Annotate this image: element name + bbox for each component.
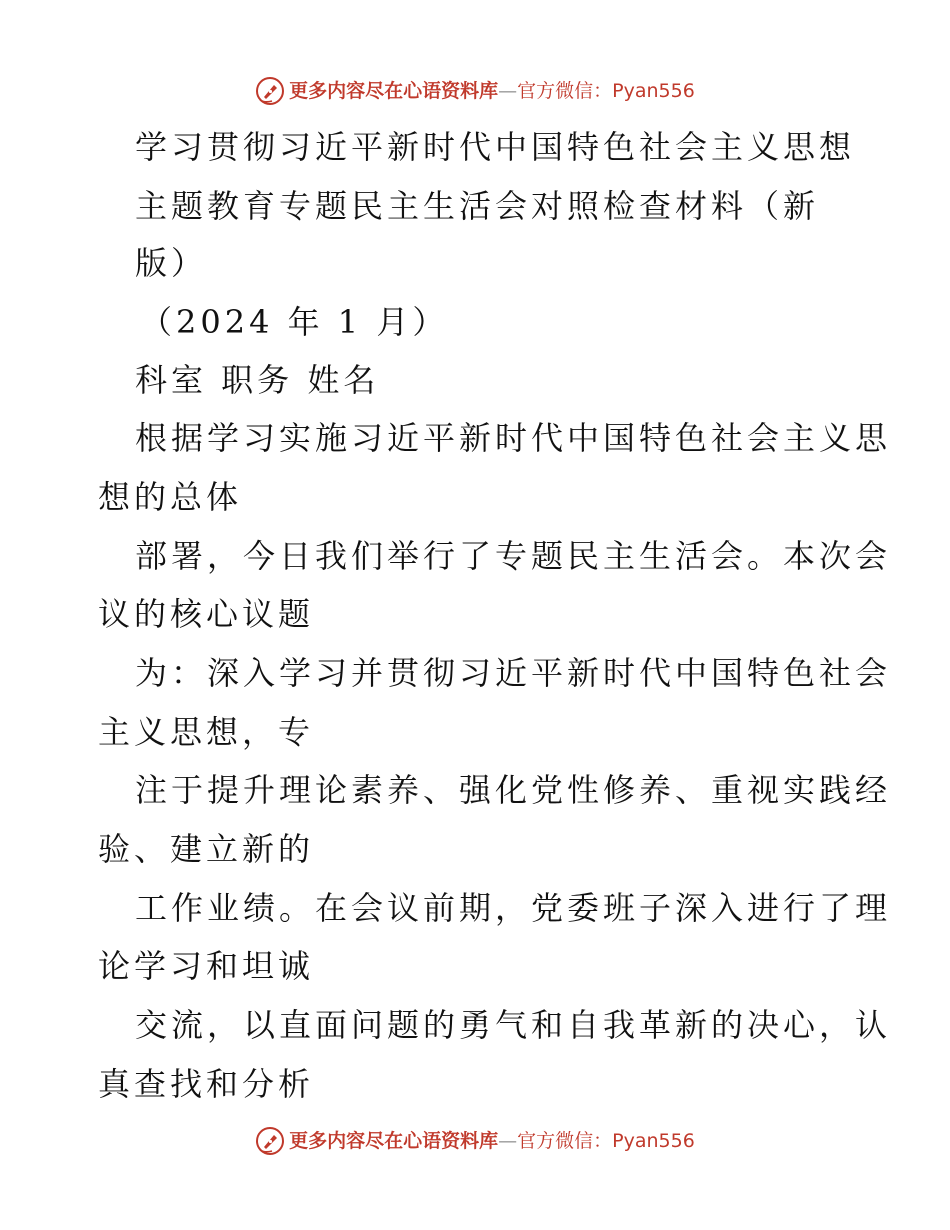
watermark-wechat: 官方微信：Pyan556 [517, 1130, 695, 1152]
watermark-site-name: 更多内容尽在心语资料库 [289, 80, 499, 102]
footer-watermark [0, 1125, 950, 1155]
body-line: 交流，以直面问题的勇气和自我革新的决心，认 [135, 1006, 892, 1044]
document-title-line-1: 学习贯彻习近平新时代中国特色社会主义思想 [135, 128, 856, 166]
document-author-line: 科室 职务 姓名 [135, 361, 380, 399]
body-line: 论学习和坦诚 [98, 947, 315, 985]
header-watermark [0, 75, 950, 105]
body-line: 主义思想，专 [98, 713, 315, 751]
watermark-wechat: 官方微信：Pyan556 [517, 80, 695, 102]
body-line: 注于提升理论素养、强化党性修养、重视实践经 [135, 771, 892, 809]
body-line: 为：深入学习并贯彻习近平新时代中国特色社会 [135, 654, 892, 692]
watermark-site-name: 更多内容尽在心语资料库 [289, 1130, 499, 1152]
fountain-pen-nib-icon [255, 76, 285, 106]
body-line: 议的核心议题 [98, 595, 315, 633]
watermark-separator: — [498, 80, 518, 102]
body-line: 真查找和分析 [98, 1065, 315, 1103]
body-line: 根据学习实施习近平新时代中国特色社会主义思 [135, 419, 892, 457]
body-line: 验、建立新的 [98, 830, 315, 868]
body-line: 想的总体 [98, 478, 243, 516]
body-line: 部署，今日我们举行了专题民主生活会。本次会 [135, 537, 892, 575]
body-line: 工作业绩。在会议前期，党委班子深入进行了理 [135, 889, 892, 927]
document-title-line-3: 版） [135, 244, 208, 282]
watermark-separator: — [498, 1130, 518, 1152]
document-title-line-2: 主题教育专题民主生活会对照检查材料（新 [135, 187, 820, 225]
fountain-pen-nib-icon [255, 1126, 285, 1156]
document-date: （2024 年 1 月） [140, 303, 449, 341]
